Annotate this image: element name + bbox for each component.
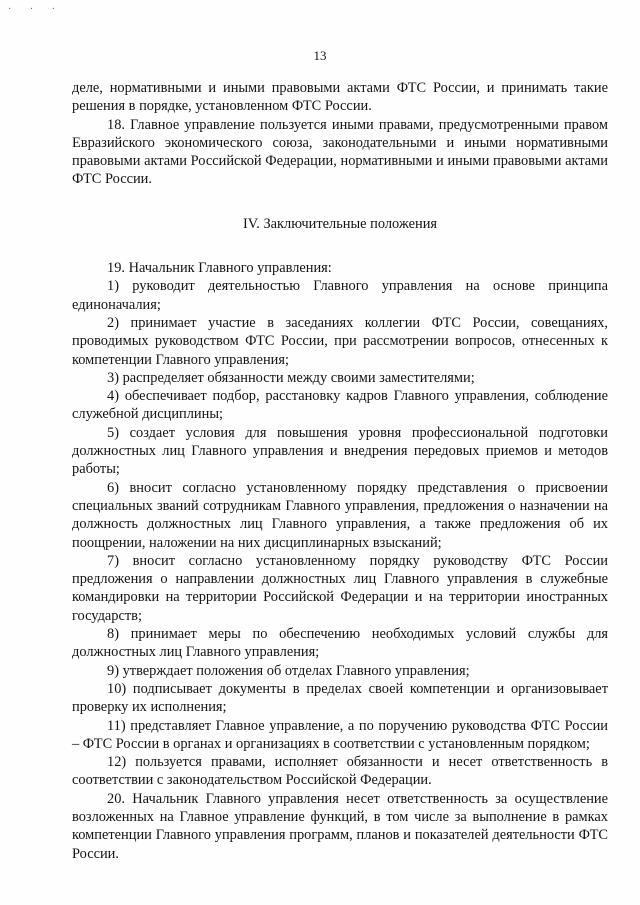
list-item: 9) утверждает положения об отделах Главного управления; [107, 662, 470, 679]
list-item: 12) пользуется правами, исполняет обязанности и несет ответственность в соответствии с законодательством Российской Федерации. [72, 754, 608, 789]
list-item: 4) обеспечивает подбор, расстановку кадров Главного управления, соблюдение служебной дисциплины; [72, 388, 608, 423]
list-item: 6) вносит согласно установленному порядку представления о присвоении специальных званий сотрудникам Главного управления, предложения о назначении на должность должностных лиц Главного управления, а также предложения об их поощрении, наложении на них дисциплинарных взысканий; [72, 479, 608, 551]
list-item: 10) подписывает документы в пределах своей компетенции и организовывает проверку их исполнения; [72, 680, 608, 716]
section-title: IV. Заключительные положения [242, 215, 438, 232]
document-body [72, 79, 608, 863]
paragraph-20: 20. Начальник Главного управления несет ответственность за осуществление возложенных на Главное управление функций, в том числе за выполнение в рамках компетенции Главного управления программ, планов и показателей деятельности ФТС России. [72, 790, 608, 862]
list-item: 7) вносит согласно установленному порядку руководству ФТС России предложения о направлении должностных лиц Главного управления в служебные командировки на территории Российской Федерации и на территории иностранных государств; [72, 552, 608, 624]
paragraph-19: 19. Начальник Главного управления: [107, 260, 332, 277]
paragraph-18: 18. Главное управление пользуется иными правами, предусмотренными правом Евразийского экономического союза, законодательными и иными нормативными правовыми актами Российской Федерации, нормативными и иными правовыми актами ФТС России. [72, 116, 608, 188]
list-item: 2) принимает участие в заседаниях коллегии ФТС России, совещаниях, проводимых руководством ФТС России, при рассмотрении вопросов, отнесенных к компетенции Главного управления; [72, 314, 608, 368]
list-item: 8) принимает меры по обеспечению необходимых условий службы для должностных лиц Главного управления; [72, 626, 608, 661]
scan-marks: · · · [8, 4, 63, 15]
list-item: 1) руководит деятельностью Главного управления на основе принципа единоначалия; [72, 278, 608, 313]
paragraph-continuation: деле, нормативными и иными правовыми актами ФТС России, и принимать такие решения в порядке, установленном ФТС России. [72, 80, 608, 115]
list-item: 3) распределяет обязанности между своими заместителями; [107, 369, 475, 386]
list-item: 5) создает условия для повышения уровня профессиональной подготовки должностных лиц Главного управления и внедрения передовых приемов и методов работы; [72, 424, 608, 478]
page-number: 13 [313, 48, 327, 63]
list-item: 11) представляет Главное управление, а по поручению руководства ФТС России – ФТС России в органах и организациях в соответствии с установленным порядком; [72, 717, 608, 752]
